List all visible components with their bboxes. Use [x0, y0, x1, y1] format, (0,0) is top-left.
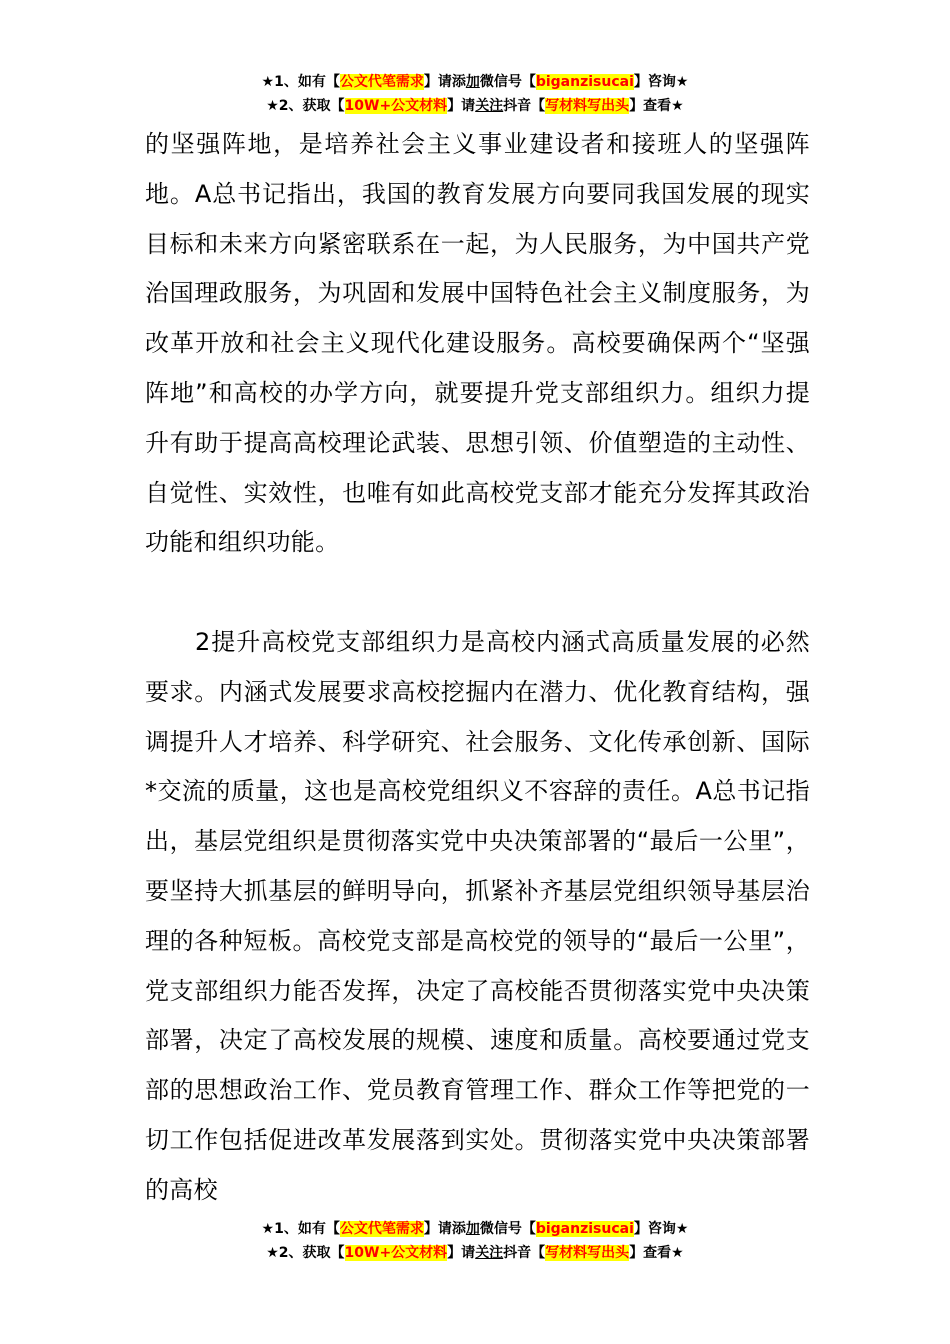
banner-underline: 加 [465, 1221, 480, 1237]
banner-text: 抖音【 [503, 98, 546, 114]
document-body [145, 120, 810, 1216]
banner-text: 】咨询★ [633, 1221, 689, 1237]
banner-text: 】请添 [423, 1221, 466, 1237]
banner-text: 微信号【 [479, 74, 536, 90]
banner-text: 】请 [447, 1245, 476, 1261]
banner-text: 抖音【 [503, 1245, 546, 1261]
banner-text: 】请添 [423, 74, 466, 90]
banner-highlight: 10W+公文材料 [344, 98, 448, 114]
banner-highlight: 写材料写出头 [545, 98, 630, 114]
banner-highlight: biganzisucai [535, 1221, 634, 1237]
banner-underline: 关注 [475, 1245, 504, 1261]
banner-text: ★1、如有【 [261, 74, 340, 90]
banner-line-2 [0, 1241, 950, 1265]
banner-text: ★2、获取【 [266, 1245, 345, 1261]
banner-text: 】查看★ [629, 98, 684, 114]
banner-text: ★1、如有【 [261, 1221, 340, 1237]
banner-highlight: 10W+公文材料 [344, 1245, 448, 1261]
banner-underline: 关注 [475, 98, 504, 114]
banner-highlight: biganzisucai [535, 74, 634, 90]
paragraph-1: 的坚强阵地，是培养社会主义事业建设者和接班人的坚强阵地。A总书记指出，我国的教育发展方向要同我国发展的现实目标和未来方向紧密联系在一起，为人民服务，为中国共产党治国理政服务，为巩固和发展中国特色社会主义制度服务，为改革开放和社会主义现代化建设服务。高校要确保两个“坚强阵地”和高校的办学方向，就要提升党支部组织力。组织力提升有助于提高高校理论武装、思想引领、价值塑造的主动性、自觉性、实效性，也唯有如此高校党支部才能充分发挥其政治功能和组织功能。 [145, 130, 811, 557]
banner-highlight: 写材料写出头 [545, 1245, 630, 1261]
banner-underline: 加 [465, 74, 480, 90]
banner-text: 】查看★ [629, 1245, 684, 1261]
banner-text: 】咨询★ [633, 74, 689, 90]
banner-highlight: 公文代笔需求 [339, 1221, 424, 1237]
banner-line-1 [0, 1217, 950, 1241]
paragraph-gap [145, 568, 810, 618]
banner-line-1 [0, 70, 950, 94]
paragraph-2: 2提升高校党支部组织力是高校内涵式高质量发展的必然要求。内涵式发展要求高校挖掘内在潜力、优化教育结构，强调提升人才培养、科学研究、社会服务、文化传承创新、国际*交流的质量，这也是高校党组织义不容辞的责任。A总书记指出，基层党组织是贯彻落实党中央决策部署的“最后一公里”，要坚持大抓基层的鲜明导向，抓紧补齐基层党组织领导基层治理的各种短板。高校党支部是高校党的领导的“最后一公里”，党支部组织力能否发挥，决定了高校能否贯彻落实党中央决策部署，决定了高校发展的规模、速度和质量。高校要通过党支部的思想政治工作、党员教育管理工作、群众工作等把党的一切工作包括促进改革发展落到实处。贯彻落实党中央决策部署的高校 [145, 627, 810, 1204]
banner-text: 】请 [447, 98, 476, 114]
banner-line-2 [0, 94, 950, 118]
banner-text: ★2、获取【 [266, 98, 345, 114]
banner-text: 微信号【 [479, 1221, 536, 1237]
banner-highlight: 公文代笔需求 [339, 74, 424, 90]
header-banner [0, 70, 950, 118]
footer-banner [0, 1217, 950, 1265]
